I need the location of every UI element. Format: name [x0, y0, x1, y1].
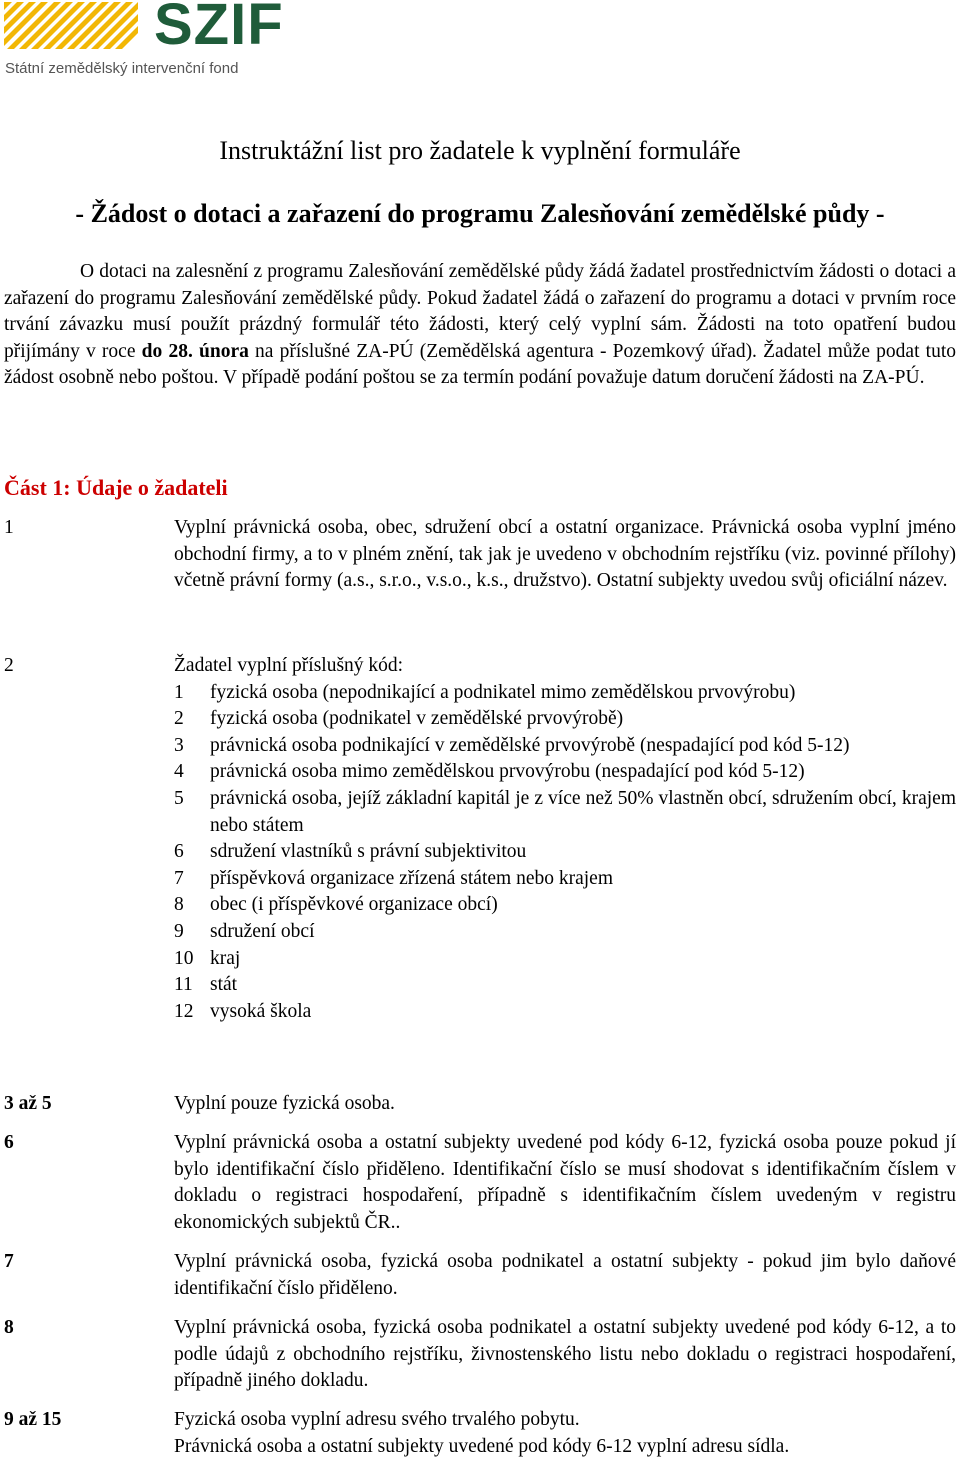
item-text: Žadatel vyplní příslušný kód:: [174, 655, 404, 676]
code-label: kraj: [210, 947, 241, 969]
code-number: 1: [174, 681, 184, 703]
item-text-block: [174, 1407, 956, 1460]
code-number: 11: [174, 974, 193, 996]
code-label: právnická osoba, jejíž základní kapitál je z více než 50% vlastněn obcí, sdružením obcí, krajem nebo státem: [210, 787, 956, 836]
code-number: 6: [174, 841, 184, 863]
item-number: 3 až 5: [4, 1093, 52, 1114]
code-number: 8: [174, 894, 184, 916]
code-list-item: [174, 999, 956, 1026]
code-label: stát: [210, 974, 238, 996]
code-list-item: [174, 733, 956, 760]
code-label: právnická osoba mimo zemědělskou prvovýrobu (nespadající pod kód 5-12): [210, 761, 805, 783]
code-label: příspěvková organizace zřízená státem nebo krajem: [210, 867, 613, 889]
item-text: Vyplní pouze fyzická osoba.: [174, 1093, 395, 1114]
code-number: 7: [174, 867, 184, 889]
code-label: vysoká škola: [210, 1000, 312, 1022]
code-list-item: [174, 972, 956, 999]
instruction-item: [4, 1130, 956, 1236]
code-number: 2: [174, 708, 184, 730]
code-number: 3: [174, 734, 184, 756]
szif-logo: [4, 2, 294, 82]
code-number: 4: [174, 761, 184, 783]
item-text: Vyplní právnická osoba, fyzická osoba podnikatel a ostatní subjekty - pokud jim bylo daňové identifikační číslo přiděleno.: [174, 1251, 956, 1299]
item-text: Vyplní právnická osoba a ostatní subjekty uvedené pod kódy 6-12, fyzická osoba pouze pokud jí bylo identifikační číslo přiděleno. Identifikační číslo se musí shodovat s identifikačním číslem v dokladu o registraci hospodaření, případně s identifikačním číslem uvedeným v registru ekonomických subjektů ČR..: [174, 1132, 956, 1233]
item-number: 2: [4, 655, 14, 676]
code-list-item: [174, 946, 956, 973]
code-list-item: [174, 839, 956, 866]
logo-subtitle: Státní zemědělský intervenční fond: [5, 60, 239, 77]
code-number: 12: [174, 1000, 194, 1022]
item-text: Fyzická osoba vyplní adresu svého trvalého pobytu.: [174, 1409, 580, 1430]
item-text: Vyplní právnická osoba, fyzická osoba podnikatel a ostatní subjekty uvedené pod kódy 6-12, a to podle údajů z obchodního rejstříku, živnostenského listu nebo dokladu o registraci hospodaření, případně jiného dokladu.: [174, 1317, 956, 1392]
item-text: Vyplní právnická osoba, obec, sdružení obcí a ostatní organizace. Právnická osoba vyplní jméno obchodní firmy, a to v plném znění, tak jak je uvedeno v obchodním rejstříku (viz. povinné přílohy) včetně právní formy (a.s., s.r.o., v.s.o., k.s., družstvo). Ostatní subjekty uvedou svůj oficiální název.: [174, 517, 956, 592]
intro-paragraph: [4, 259, 956, 392]
code-label: fyzická osoba (nepodnikající a podnikatel mimo zemědělskou prvovýrobu): [210, 681, 796, 703]
intro-text-part2: na příslušné ZA-PÚ (Zemědělská agentura - Pozemkový úřad). Žadatel může podat tuto žádost osobně nebo poštou. V případě podání poštou se za termín podání považuje datum doručení žádosti na ZA-PÚ.: [4, 340, 956, 389]
item-number: 7: [4, 1251, 14, 1272]
instruction-item: [4, 1249, 956, 1302]
logo-stripes-icon: [4, 2, 139, 52]
code-list-item: [174, 866, 956, 893]
instruction-item: [4, 1315, 956, 1395]
item-number: 8: [4, 1317, 14, 1338]
code-number: 10: [174, 947, 194, 969]
logo-name: SZIF: [154, 0, 284, 57]
applicant-code-list: [174, 680, 956, 1026]
document-title: Instruktážní list pro žadatele k vyplnění formuláře: [219, 136, 741, 165]
code-list-item: [174, 680, 956, 707]
code-list-item: [174, 759, 956, 786]
intro-text-part1: O dotaci na zalesnění z programu Zalesňování zemědělské půdy žádá žadatel prostřednictvím žádosti o dotaci a zařazení do programu Zalesňování zemědělské půdy. Pokud žadatel žádá o zařazení do programu a dotaci v prvním roce trvání závazku musí použít prázdný formulář této žádosti, který celý vyplní sám. Žádosti na toto opatření budou přijímány v roce: [4, 261, 956, 362]
item-text-block: [174, 653, 956, 1025]
code-label: sdružení vlastníků s právní subjektivitou: [210, 841, 527, 863]
code-label: fyzická osoba (podnikatel v zemědělské prvovýrobě): [210, 708, 624, 730]
instruction-item: [4, 515, 956, 595]
code-number: 9: [174, 920, 184, 942]
code-list-item: [174, 919, 956, 946]
intro-deadline: do 28. února: [141, 340, 249, 362]
code-number: 5: [174, 787, 184, 809]
item-number: 1: [4, 517, 14, 538]
item-number: 9 až 15: [4, 1409, 62, 1430]
instruction-item: [4, 653, 956, 1025]
instruction-item: [4, 1407, 956, 1460]
code-list-item: [174, 892, 956, 919]
code-list-item: [174, 706, 956, 733]
code-label: obec (i příspěvkové organizace obcí): [210, 894, 498, 916]
section-title: Část 1: Údaje o žadateli: [4, 475, 228, 500]
item-number: 6: [4, 1132, 14, 1153]
document-subtitle: - Žádost o dotaci a zařazení do programu Zalesňování zemědělské půdy -: [75, 199, 885, 228]
code-label: sdružení obcí: [210, 920, 315, 942]
code-label: právnická osoba podnikající v zemědělské prvovýrobě (nespadající pod kód 5-12): [210, 734, 850, 756]
code-list-item: [174, 786, 956, 839]
instruction-item: [4, 1091, 956, 1118]
item-text-secondary: Právnická osoba a ostatní subjekty uvedené pod kódy 6-12 vyplní adresu sídla.: [174, 1435, 790, 1457]
